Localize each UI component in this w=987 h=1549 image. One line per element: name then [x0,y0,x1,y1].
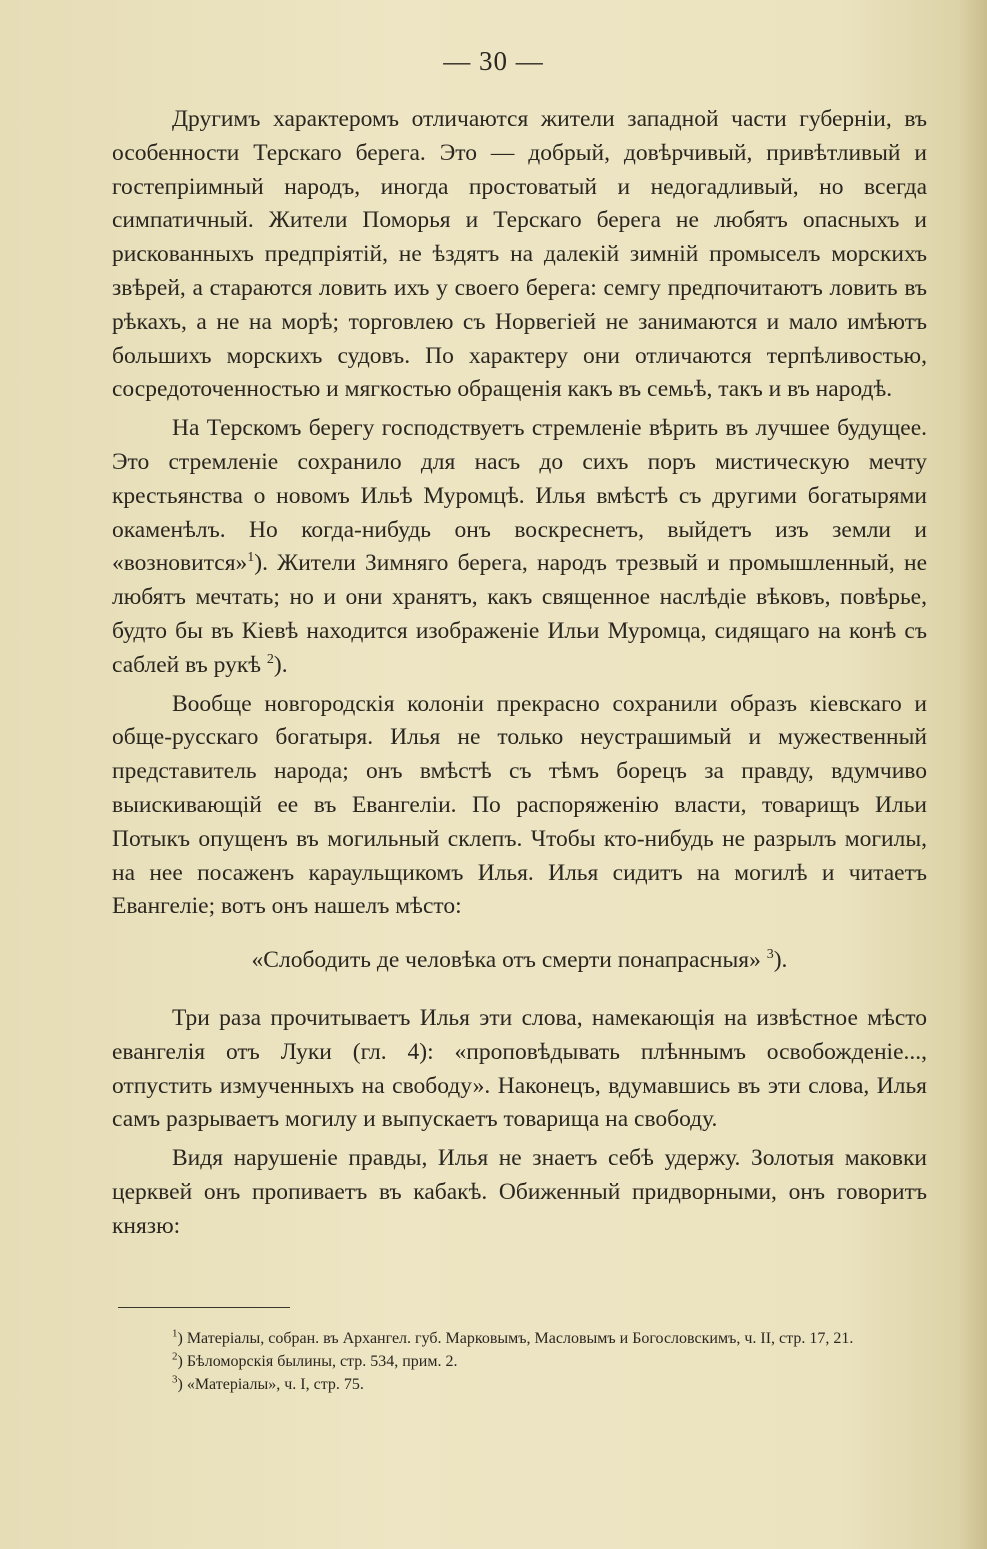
quote-text: «Слободить де человѣка отъ смерти понапрасныя» [251,947,761,974]
body-text [112,103,927,1249]
footnote-ref[interactable]: 3 [766,947,774,963]
footnote-ref[interactable]: 2 [266,651,274,667]
footnote-1 [112,1327,927,1350]
paragraph-terskiy-belief [112,412,927,682]
footnote-mark: 2 [172,1350,178,1363]
footnote-ref-close: ). [254,550,268,577]
footnote-ref-close: ). [773,947,788,974]
footnote-mark: 1 [172,1327,178,1340]
footnote-divider [118,1307,290,1308]
paragraph-terskiy-character: Другимъ характеромъ отличаются жители западной части губерніи, въ особенности Терскаго берега. Это — добрый, довѣрчивый, привѣтливый и гостепріимный народъ, иногда простоватый и недогадливый, но всегда симпатичный. Жители Поморья и Терскаго берега не любятъ опасныхъ и рискованныхъ предпріятій, не ѣздятъ на далекій зимній промыселъ морскихъ звѣрей, а стараются ловить ихъ у своего берега: семгу предпочитаютъ ловить въ рѣкахъ, а не на морѣ; торговлею съ Норвегіей не занимаются и мало имѣютъ большихъ морскихъ судовъ. По характеру они отличаются терпѣливостью, сосредоточенностью и мягкостью обращенія какъ въ семьѣ, такъ и въ народѣ. [112,106,927,403]
footnote-text: ) Бѣломорскія былины, стр. 534, прим. 2. [177,1353,458,1370]
paragraph-injustice: Видя нарушеніе правды, Илья не знаетъ себѣ удержу. Золотыя маковки церквей онъ пропиваетъ въ кабакѣ. Обиженный придворными, онъ говоритъ князю: [112,1145,927,1239]
paragraph-text: На Терскомъ берегу господствуетъ стремленіе вѣрить въ лучшее будущее. Это стремленіе сохранило для насъ до сихъ поръ мистическую мечту крестьянства о новомъ Ильѣ Муромцѣ. Илья вмѣстѣ съ другими богатырями окаменѣлъ. Но когда-нибудь онъ воскреснетъ, выйдетъ изъ земли и «возновится» [112,415,927,577]
gospel-quote [112,944,927,978]
footnote-ref-close: ). [273,651,288,678]
paragraph-novgorod-colonies: Вообще новгородскія колоніи прекрасно сохранили образъ кіевскаго и обще-русскаго богатыря. Илья не только неустрашимый и мужественный представитель народа; онъ вмѣстѣ съ тѣмъ борецъ за правду, вдумчиво выискивающій ее въ Евангеліи. По распоряженію власти, товарищъ Ильи Потыкъ опущенъ въ могильный склепъ. Чтобы кто-нибудь не разрылъ могилы, на нее посаженъ караульщикомъ Илья. Илья сидитъ на могилѣ и читаетъ Евангеліе; вотъ онъ нашелъ мѣсто: [112,690,927,920]
paragraph-three-readings: Три раза прочитываетъ Илья эти слова, намекающія на извѣстное мѣсто евангелія отъ Луки (гл. 4): «проповѣдывать плѣннымъ освобожденіе..., отпустить измученныхъ на свободу». Наконецъ, вдумавшись въ эти слова, Илья самъ разрываетъ могилу и выпускаетъ товарища на свободу. [112,1004,927,1133]
footnote-ref[interactable]: 1 [247,550,255,566]
footnote-text: ) «Матеріалы», ч. I, стр. 75. [177,1376,364,1393]
footnote-2 [112,1350,927,1373]
page-number: — 30 — [443,46,544,76]
footnotes [112,1327,927,1396]
footnote-text: ) Матеріалы, собран. въ Архангел. губ. Марковымъ, Масловымъ и Богословскимъ, ч. II, стр. 17, 21. [177,1330,854,1347]
paragraph-text: Жители Зимняго берега, народъ трезвый и промышленный, не любятъ мечтать; но и они хранятъ, какъ священное наслѣдіе вѣковъ, повѣрье, будто бы въ Кіевѣ находится изображеніе Ильи Муромца, сидящаго на конѣ съ саблей въ рукѣ [112,550,927,678]
footnote-3 [112,1373,927,1396]
footnote-mark: 3 [172,1373,178,1386]
